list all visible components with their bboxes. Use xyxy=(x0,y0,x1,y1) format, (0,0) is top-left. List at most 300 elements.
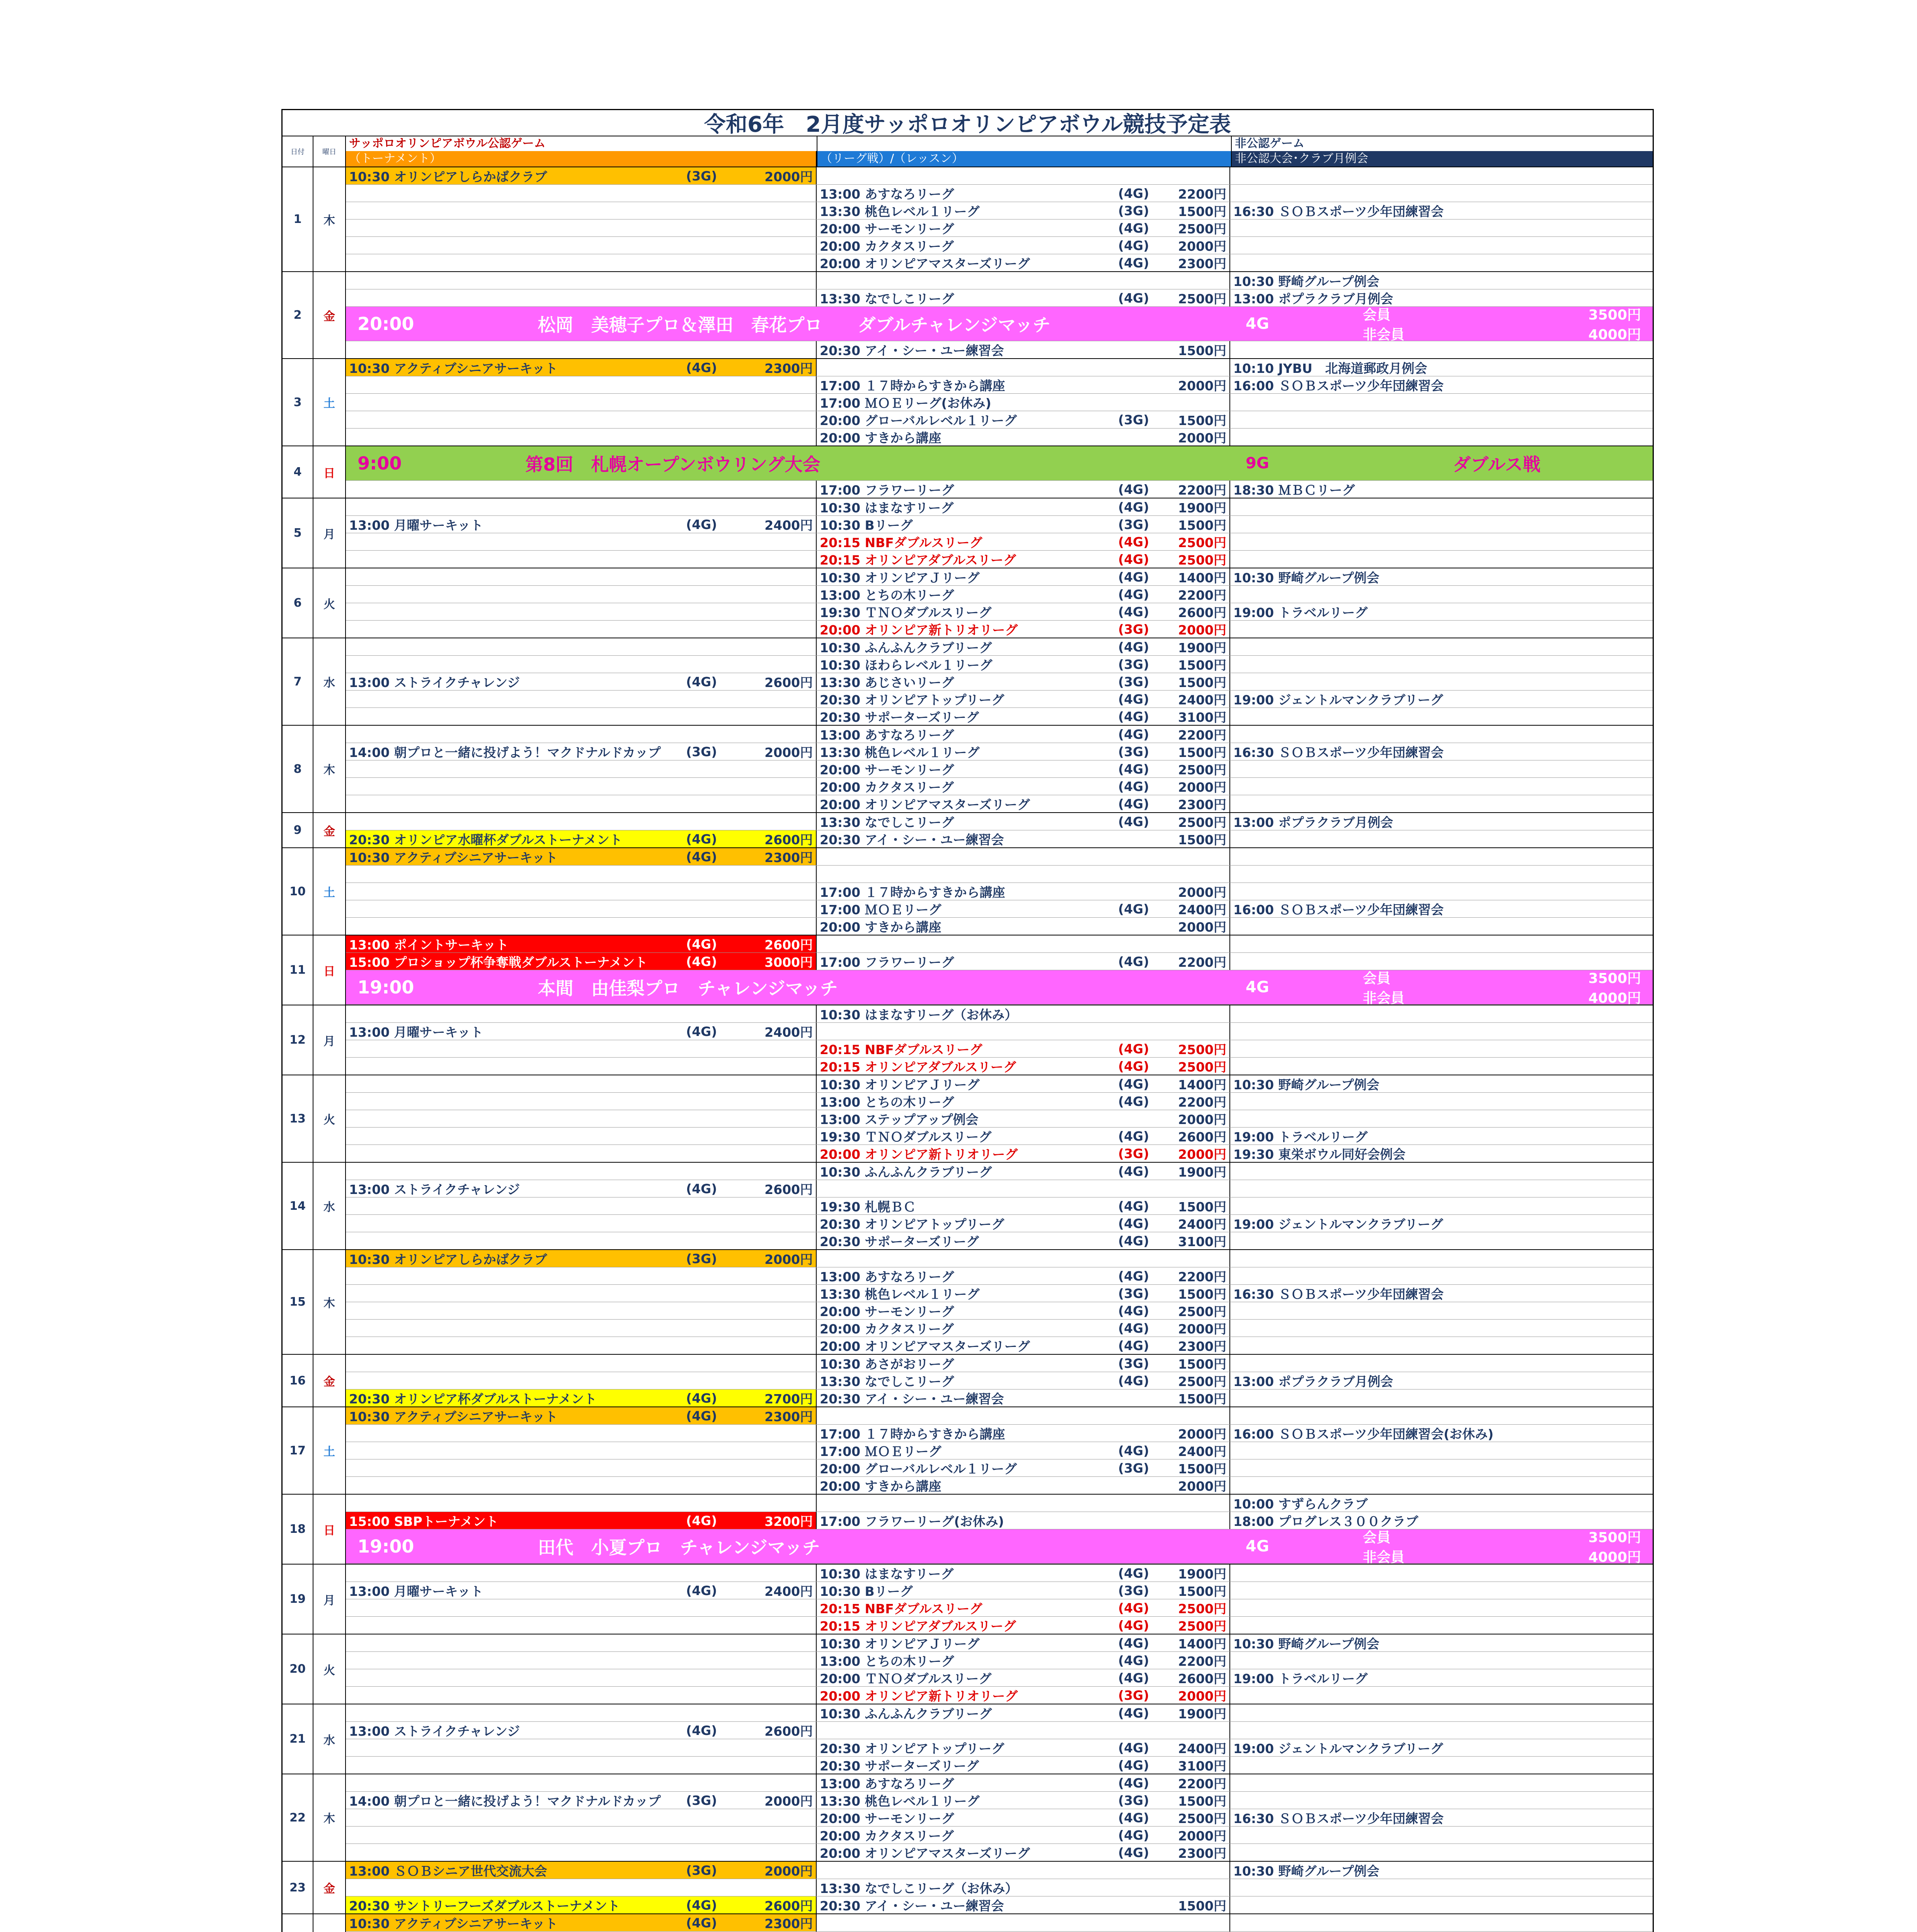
event-text: 13:00 月曜サーキット xyxy=(349,517,483,533)
event-row xyxy=(346,167,1653,185)
cell-ca xyxy=(346,289,817,306)
game-count: (4G) xyxy=(686,936,717,952)
event-text: 19:00 トラベルリーグ xyxy=(1233,605,1368,620)
price: 2300円 xyxy=(1178,1338,1226,1354)
event-text: 20:30 アイ・シー・ユー練習会 xyxy=(820,1898,1004,1913)
event-text: 10:30 Bリーグ xyxy=(820,1583,913,1599)
game-count: (4G) xyxy=(1118,1198,1149,1214)
band-title: 田代 小夏プロ チャレンジマッチ xyxy=(538,1537,820,1558)
cell-ca xyxy=(346,883,817,900)
band-games: 9G xyxy=(1246,454,1269,472)
game-count: (4G) xyxy=(1118,1058,1149,1074)
cell-cb xyxy=(817,1687,1230,1704)
event-text: 16:30 ＳＯＢスポーツ少年団練習会 xyxy=(1233,1286,1444,1302)
cell-cb xyxy=(817,341,1230,358)
cell-cb xyxy=(817,656,1230,673)
day-events xyxy=(346,1495,1653,1564)
weekday: 木 xyxy=(313,1774,346,1861)
game-count: (3G) xyxy=(1118,744,1149,759)
price: 1900円 xyxy=(1178,1164,1226,1180)
price: 2200円 xyxy=(1178,954,1226,970)
cell-cb xyxy=(817,760,1230,777)
cell-cb xyxy=(817,1372,1230,1389)
game-count: (3G) xyxy=(1118,203,1149,218)
game-count: (4G) xyxy=(686,1583,717,1598)
date-number: 10 xyxy=(283,848,313,935)
weekday: 月 xyxy=(313,1005,346,1075)
cell-cc xyxy=(1230,813,1653,830)
cell-ca xyxy=(346,726,817,743)
day-row xyxy=(283,1495,1653,1565)
cell-cc xyxy=(1230,586,1653,603)
price: 2200円 xyxy=(1178,587,1226,603)
event-row xyxy=(346,1757,1653,1774)
member-fee xyxy=(1363,968,1641,987)
price: 1500円 xyxy=(1178,1461,1226,1476)
price: 1500円 xyxy=(1178,1391,1226,1406)
event-text: 20:30 オリンピアトップリーグ xyxy=(820,692,1004,707)
event-row xyxy=(346,1477,1653,1494)
member-fee xyxy=(1363,1527,1641,1546)
event-row xyxy=(346,568,1653,586)
event-text: 20:00 オリンピアマスターズリーグ xyxy=(820,797,1030,812)
cell-cb xyxy=(817,1442,1230,1459)
event-text: 10:30 オリンピアＪリーグ xyxy=(820,570,980,585)
cell-cb xyxy=(817,1355,1230,1372)
cell-cc xyxy=(1230,202,1653,219)
weekday: 水 xyxy=(313,638,346,725)
cell-cc xyxy=(1230,848,1653,865)
cell-cb xyxy=(817,568,1230,585)
day-row xyxy=(283,1565,1653,1634)
game-count: (3G) xyxy=(1118,1687,1149,1703)
date-number: 20 xyxy=(283,1634,313,1704)
event-row xyxy=(346,516,1653,533)
cell-cb xyxy=(817,167,1230,184)
cell-cb xyxy=(817,900,1230,917)
day-row xyxy=(283,272,1653,359)
band-time: 19:00 xyxy=(358,977,414,998)
price: 2500円 xyxy=(1178,1304,1226,1319)
price: 2000円 xyxy=(1178,1321,1226,1337)
event-row xyxy=(346,376,1653,394)
cell-ca xyxy=(346,1809,817,1826)
price: 2400円 xyxy=(1178,1444,1226,1459)
event-row xyxy=(346,1704,1653,1722)
game-count: (4G) xyxy=(1118,814,1149,829)
game-count: (3G) xyxy=(686,1251,717,1266)
price: 1500円 xyxy=(1178,343,1226,358)
cell-cc xyxy=(1230,568,1653,585)
event-row xyxy=(346,1739,1653,1757)
cell-cb xyxy=(817,1914,1230,1931)
event-row xyxy=(346,1914,1653,1932)
day-row xyxy=(283,935,1653,1005)
date-number: 7 xyxy=(283,638,313,725)
cell-ca xyxy=(346,272,817,289)
price: 2000円 xyxy=(1178,430,1226,446)
cell-cb xyxy=(817,1652,1230,1669)
nonmember-price: 4000円 xyxy=(1588,1549,1641,1565)
price: 2400円 xyxy=(764,517,813,533)
cell-cb xyxy=(817,1267,1230,1284)
event-text: 13:00 とちの木リーグ xyxy=(820,587,954,603)
cell-ca xyxy=(346,1058,817,1075)
event-text: 20:00 カクタスリーグ xyxy=(820,238,954,254)
price: 2000円 xyxy=(764,1252,813,1267)
nonmember-fee xyxy=(1363,1546,1641,1566)
event-row xyxy=(346,1005,1653,1023)
day-events xyxy=(346,726,1653,812)
event-text: 20:00 オリンピア新トリオリーグ xyxy=(820,1688,1018,1704)
event-row xyxy=(346,1827,1653,1844)
header-club: 非公認大会･クラブ月例会 xyxy=(1232,151,1653,167)
day-row xyxy=(283,1163,1653,1250)
event-row xyxy=(346,1687,1653,1704)
cell-cc xyxy=(1230,1669,1653,1686)
event-text: 20:30 サポーターズリーグ xyxy=(820,1758,979,1774)
nonmember-fee xyxy=(1363,324,1641,344)
day-row xyxy=(283,446,1653,498)
price: 1500円 xyxy=(1178,204,1226,219)
game-count: (4G) xyxy=(1118,796,1149,811)
date-number: 8 xyxy=(283,726,313,812)
game-count: (3G) xyxy=(1118,656,1149,672)
cell-ca xyxy=(346,743,817,760)
cell-ca xyxy=(346,1914,817,1931)
cell-cb xyxy=(817,1040,1230,1057)
game-count: (4G) xyxy=(1118,481,1149,497)
event-text: 17:00 フラワーリーグ xyxy=(820,482,954,498)
cell-ca xyxy=(346,690,817,707)
event-text: 20:15 オリンピアダブルスリーグ xyxy=(820,552,1016,568)
price: 2600円 xyxy=(1178,605,1226,620)
event-text: 16:30 ＳＯＢスポーツ少年団練習会 xyxy=(1233,204,1444,219)
event-text: 19:00 トラベルリーグ xyxy=(1233,1129,1368,1145)
cell-cc xyxy=(1230,394,1653,411)
header-league xyxy=(817,136,1232,167)
event-band xyxy=(346,307,1653,341)
event-text: 10:30 野崎グループ例会 xyxy=(1233,570,1379,585)
event-text: 20:00 サーモンリーグ xyxy=(820,762,954,777)
event-text: 17:00 １７時からすきから講座 xyxy=(820,378,1005,393)
cell-cc xyxy=(1230,1355,1653,1372)
cell-cc xyxy=(1230,830,1653,847)
cell-cc xyxy=(1230,237,1653,254)
event-text: 13:00 ストライクチャレンジ xyxy=(349,675,520,690)
weekday: 木 xyxy=(313,726,346,812)
event-text: 10:30 野崎グループ例会 xyxy=(1233,1863,1379,1879)
game-count: (3G) xyxy=(1118,674,1149,689)
cell-cb xyxy=(817,1582,1230,1599)
cell-ca xyxy=(346,202,817,219)
event-text: 20:00 オリンピア新トリオリーグ xyxy=(820,1146,1018,1162)
cell-ca xyxy=(346,1827,817,1844)
cell-ca xyxy=(346,1599,817,1616)
price: 3100円 xyxy=(1178,1758,1226,1774)
event-text: 19:30 ＴＮＯダブルスリーグ xyxy=(820,1129,992,1145)
cell-cc xyxy=(1230,1250,1653,1267)
cell-ca xyxy=(346,866,817,883)
price: 2600円 xyxy=(1178,1129,1226,1145)
game-count: (4G) xyxy=(1118,220,1149,236)
event-text: 19:00 ジェントルマンクラブリーグ xyxy=(1233,1216,1443,1232)
event-text: 10:30 はまなすリーグ（お休み） xyxy=(820,1007,1018,1022)
event-text: 13:00 月曜サーキット xyxy=(349,1583,483,1599)
cell-ca xyxy=(346,1477,817,1494)
day-row xyxy=(283,726,1653,813)
header-date: 日付 xyxy=(283,136,313,167)
event-text: 10:30 アクティブシニアサーキット xyxy=(349,850,558,865)
cell-cc xyxy=(1230,1704,1653,1721)
price: 2300円 xyxy=(764,1409,813,1424)
cell-cb xyxy=(817,498,1230,515)
weekday: 火 xyxy=(313,1634,346,1704)
cell-ca xyxy=(346,935,817,952)
game-count: (4G) xyxy=(1118,1041,1149,1056)
event-text: 13:00 ポイントサーキット xyxy=(349,937,509,952)
cell-cc xyxy=(1230,1862,1653,1879)
price: 2500円 xyxy=(1178,552,1226,568)
cell-ca xyxy=(346,953,817,970)
event-text: 10:30 はまなすリーグ xyxy=(820,500,954,515)
event-text: 20:00 オリンピアマスターズリーグ xyxy=(820,256,1030,271)
cell-ca xyxy=(346,1302,817,1319)
price: 2600円 xyxy=(1178,1671,1226,1686)
game-count: (4G) xyxy=(1118,1775,1149,1791)
game-count: (4G) xyxy=(686,360,717,375)
header-official-title: サッポロオリンピアボウル公認ゲーム xyxy=(349,137,546,150)
cell-cc xyxy=(1230,1232,1653,1249)
date-number: 16 xyxy=(283,1355,313,1406)
price: 2200円 xyxy=(1178,1653,1226,1669)
event-text: 10:00 すずらんクラブ xyxy=(1233,1496,1368,1512)
event-row xyxy=(346,1040,1653,1058)
event-text: 19:00 ジェントルマンクラブリーグ xyxy=(1233,692,1443,707)
cell-cc xyxy=(1230,1809,1653,1826)
cell-cc xyxy=(1230,1320,1653,1337)
event-row xyxy=(346,411,1653,429)
cell-ca xyxy=(346,795,817,812)
weekday xyxy=(313,1914,346,1932)
cell-ca xyxy=(346,376,817,393)
game-count: (4G) xyxy=(1118,1094,1149,1109)
cell-cb xyxy=(817,1757,1230,1774)
cell-ca xyxy=(346,918,817,935)
event-row xyxy=(346,848,1653,866)
cell-ca xyxy=(346,481,817,498)
game-count: (4G) xyxy=(686,1390,717,1406)
event-text: 17:00 １７時からすきから講座 xyxy=(820,884,1005,900)
event-row xyxy=(346,1320,1653,1337)
event-row xyxy=(346,481,1653,498)
event-row xyxy=(346,1652,1653,1669)
schedule-sheet xyxy=(281,109,1654,1932)
event-text: 13:30 桃色レベル１リーグ xyxy=(820,204,980,219)
event-row xyxy=(346,778,1653,795)
date-number: 12 xyxy=(283,1005,313,1075)
event-text: 20:00 サーモンリーグ xyxy=(820,1304,954,1319)
day-row xyxy=(283,1914,1653,1932)
cell-cb xyxy=(817,621,1230,638)
cell-ca xyxy=(346,429,817,446)
day-events xyxy=(346,272,1653,358)
game-count: (4G) xyxy=(1118,587,1149,602)
price: 2000円 xyxy=(1178,378,1226,393)
event-row xyxy=(346,533,1653,551)
price: 2000円 xyxy=(1178,919,1226,935)
cell-cc xyxy=(1230,866,1653,883)
event-row xyxy=(346,1809,1653,1827)
game-count: (3G) xyxy=(1118,1460,1149,1476)
cell-ca xyxy=(346,1285,817,1302)
day-row xyxy=(283,1862,1653,1914)
event-row xyxy=(346,394,1653,411)
table-header xyxy=(283,136,1653,167)
cell-cb xyxy=(817,603,1230,620)
event-row xyxy=(346,830,1653,847)
event-text: 10:30 アクティブシニアサーキット xyxy=(349,361,558,376)
event-row xyxy=(346,1058,1653,1075)
cell-ca xyxy=(346,1215,817,1232)
weekday: 日 xyxy=(313,1495,346,1564)
band-extra: ダブルス戦 xyxy=(1453,454,1541,475)
cell-cc xyxy=(1230,1128,1653,1145)
weekday: 水 xyxy=(313,1704,346,1774)
price: 2600円 xyxy=(764,1182,813,1197)
cell-cb xyxy=(817,1145,1230,1162)
cell-ca xyxy=(346,1250,817,1267)
weekday: 日 xyxy=(313,935,346,1005)
cell-cb xyxy=(817,1197,1230,1214)
cell-cb xyxy=(817,1774,1230,1791)
game-count: (4G) xyxy=(1118,1233,1149,1248)
cell-cc xyxy=(1230,1512,1653,1529)
cell-cb xyxy=(817,778,1230,795)
cell-cb xyxy=(817,1669,1230,1686)
event-row xyxy=(346,795,1653,812)
price: 2300円 xyxy=(764,1916,813,1931)
cell-cb xyxy=(817,1320,1230,1337)
cell-ca xyxy=(346,1040,817,1057)
member-label: 会員 xyxy=(1363,1530,1391,1546)
cell-ca xyxy=(346,1145,817,1162)
page-title: 令和6年 2月度サッポロオリンピアボウル競技予定表 xyxy=(283,110,1653,136)
cell-ca xyxy=(346,1372,817,1389)
cell-cb xyxy=(817,1634,1230,1651)
event-text: 13:30 あじさいリーグ xyxy=(820,675,954,690)
event-row xyxy=(346,1372,1653,1389)
weekday: 月 xyxy=(313,498,346,568)
game-count: (4G) xyxy=(1118,534,1149,549)
event-text: 14:00 朝プロと一緒に投げよう！マクドナルドカップ xyxy=(349,1793,661,1809)
game-count: (4G) xyxy=(1118,1303,1149,1318)
cell-cb xyxy=(817,1896,1230,1913)
cell-cc xyxy=(1230,603,1653,620)
game-count: (3G) xyxy=(1118,1286,1149,1301)
price: 2000円 xyxy=(764,745,813,760)
price: 2200円 xyxy=(1178,1269,1226,1284)
date-number: 23 xyxy=(283,1862,313,1913)
weekday: 土 xyxy=(313,1407,346,1494)
member-price: 3500円 xyxy=(1588,307,1641,323)
weekday: 火 xyxy=(313,1075,346,1162)
event-text: 10:30 ふんふんクラブリーグ xyxy=(820,1706,992,1721)
cell-cb xyxy=(817,1128,1230,1145)
band-fee xyxy=(1230,1529,1653,1563)
price: 2300円 xyxy=(1178,797,1226,812)
day-events xyxy=(346,446,1653,498)
weekday: 金 xyxy=(313,813,346,847)
price: 1400円 xyxy=(1178,570,1226,585)
day-row xyxy=(283,359,1653,446)
cell-cc xyxy=(1230,359,1653,376)
price: 1400円 xyxy=(1178,1077,1226,1092)
header-official xyxy=(346,136,817,167)
price: 1500円 xyxy=(1178,517,1226,533)
price: 2400円 xyxy=(1178,902,1226,917)
event-text: 13:30 なでしこリーグ（お休み） xyxy=(820,1881,1018,1896)
game-count: (4G) xyxy=(1118,639,1149,655)
event-text: 20:00 カクタスリーグ xyxy=(820,779,954,795)
event-text: 20:00 グローバルレベル１リーグ xyxy=(820,413,1017,428)
date-number: 6 xyxy=(283,568,313,638)
price: 2300円 xyxy=(1178,1845,1226,1861)
date-number: 3 xyxy=(283,359,313,446)
band-title: 第8回 札幌オープンボウリング大会 xyxy=(525,454,821,475)
price: 2500円 xyxy=(1178,535,1226,550)
cell-cb xyxy=(817,1163,1230,1180)
weekday: 金 xyxy=(313,272,346,358)
day-row xyxy=(283,1634,1653,1704)
game-count: (4G) xyxy=(1118,709,1149,724)
event-text: 19:00 ジェントルマンクラブリーグ xyxy=(1233,1741,1443,1756)
event-row xyxy=(346,1599,1653,1617)
cell-cc xyxy=(1230,289,1653,306)
cell-ca xyxy=(346,551,817,568)
event-text: 20:00 オリンピアマスターズリーグ xyxy=(820,1338,1030,1354)
price: 3100円 xyxy=(1178,709,1226,725)
cell-cb xyxy=(817,935,1230,952)
price: 1900円 xyxy=(1178,1566,1226,1582)
event-row xyxy=(346,498,1653,516)
date-number: 13 xyxy=(283,1075,313,1162)
event-text: 20:15 オリンピアダブルスリーグ xyxy=(820,1059,1016,1075)
cell-cb xyxy=(817,481,1230,498)
event-text: 17:00 １７時からすきから講座 xyxy=(820,1426,1005,1442)
cell-ca xyxy=(346,1337,817,1354)
game-count: (4G) xyxy=(1118,954,1149,969)
event-text: 20:15 NBFダブルスリーグ xyxy=(820,1042,982,1057)
date-number: 19 xyxy=(283,1565,313,1634)
day-row xyxy=(283,1774,1653,1862)
cell-ca xyxy=(346,1005,817,1022)
event-text: 16:30 ＳＯＢスポーツ少年団練習会 xyxy=(1233,745,1444,760)
game-count: (4G) xyxy=(686,1915,717,1930)
cell-ca xyxy=(346,394,817,411)
cell-cb xyxy=(817,1809,1230,1826)
cell-cc xyxy=(1230,272,1653,289)
nonmember-price: 4000円 xyxy=(1588,990,1641,1006)
cell-cc xyxy=(1230,1495,1653,1512)
band-fees xyxy=(1363,1527,1641,1566)
event-text: 20:30 オリンピアトップリーグ xyxy=(820,1741,1004,1756)
price: 1500円 xyxy=(1178,1583,1226,1599)
member-fee xyxy=(1363,304,1641,324)
event-text: 19:00 トラベルリーグ xyxy=(1233,1671,1368,1686)
band-time: 19:00 xyxy=(358,1536,414,1557)
cell-ca xyxy=(346,516,817,533)
